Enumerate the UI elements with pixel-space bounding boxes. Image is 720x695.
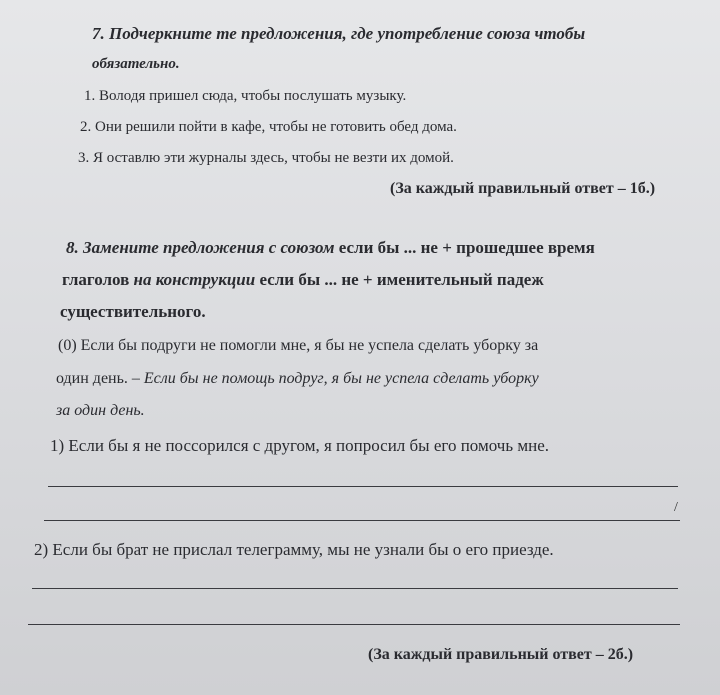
task8-title-normal: если бы ... не + прошедшее время (334, 238, 595, 257)
answer-line-2b[interactable] (28, 624, 680, 625)
task8-example-l2-b: Если бы не помощь подруг, я бы не успела сделать уборку (143, 370, 539, 387)
task8-line2-a: глаголов (62, 270, 134, 289)
task8-example-l2-a: один день. – (56, 370, 144, 387)
answer-line-1a[interactable] (48, 486, 678, 487)
pen-mark: / (674, 500, 678, 515)
task8-example-line1: (0) Если бы подруги не помогли мне, я бы не успела сделать уборку за (58, 337, 539, 354)
task8-item-1: 1) Если бы я не поссорился с другом, я попросил бы его помочь мне. (50, 436, 549, 455)
task8-title-line2 (62, 270, 544, 290)
task8-points: (За каждый правильный ответ – 2б.) (368, 646, 634, 663)
task8-example-line2 (56, 370, 539, 388)
task7-title-cont: обязательно. (92, 56, 180, 72)
task7-title: 7. Подчеркните те предложения, где употребление союза чтобы (92, 24, 586, 43)
answer-line-1b[interactable] (44, 520, 680, 521)
task8-example-line3: за один день. (56, 402, 145, 419)
task8-item-2: 2) Если бы брат не прислал телеграмму, мы не узнали бы о его приезде. (34, 540, 554, 559)
task7-sentence-2[interactable]: 2. Они решили пойти в кафе, чтобы не готовить обед дома. (80, 119, 457, 135)
task7-sentence-3[interactable]: 3. Я оставлю эти журналы здесь, чтобы не везти их домой. (78, 150, 454, 166)
answer-line-2a[interactable] (32, 588, 678, 589)
task7-points: (За каждый правильный ответ – 1б.) (390, 180, 656, 197)
task8-title-italic: 8. Замените предложения с союзом (66, 238, 335, 257)
task8-line2-c: если бы ... не + именительный падеж (255, 270, 544, 289)
task8-line2-b: на конструкции (133, 270, 256, 289)
task7-sentence-1[interactable]: 1. Володя пришел сюда, чтобы послушать музыку. (84, 88, 407, 104)
task8-title (66, 238, 595, 258)
task8-title-line3: существительного. (60, 302, 206, 321)
